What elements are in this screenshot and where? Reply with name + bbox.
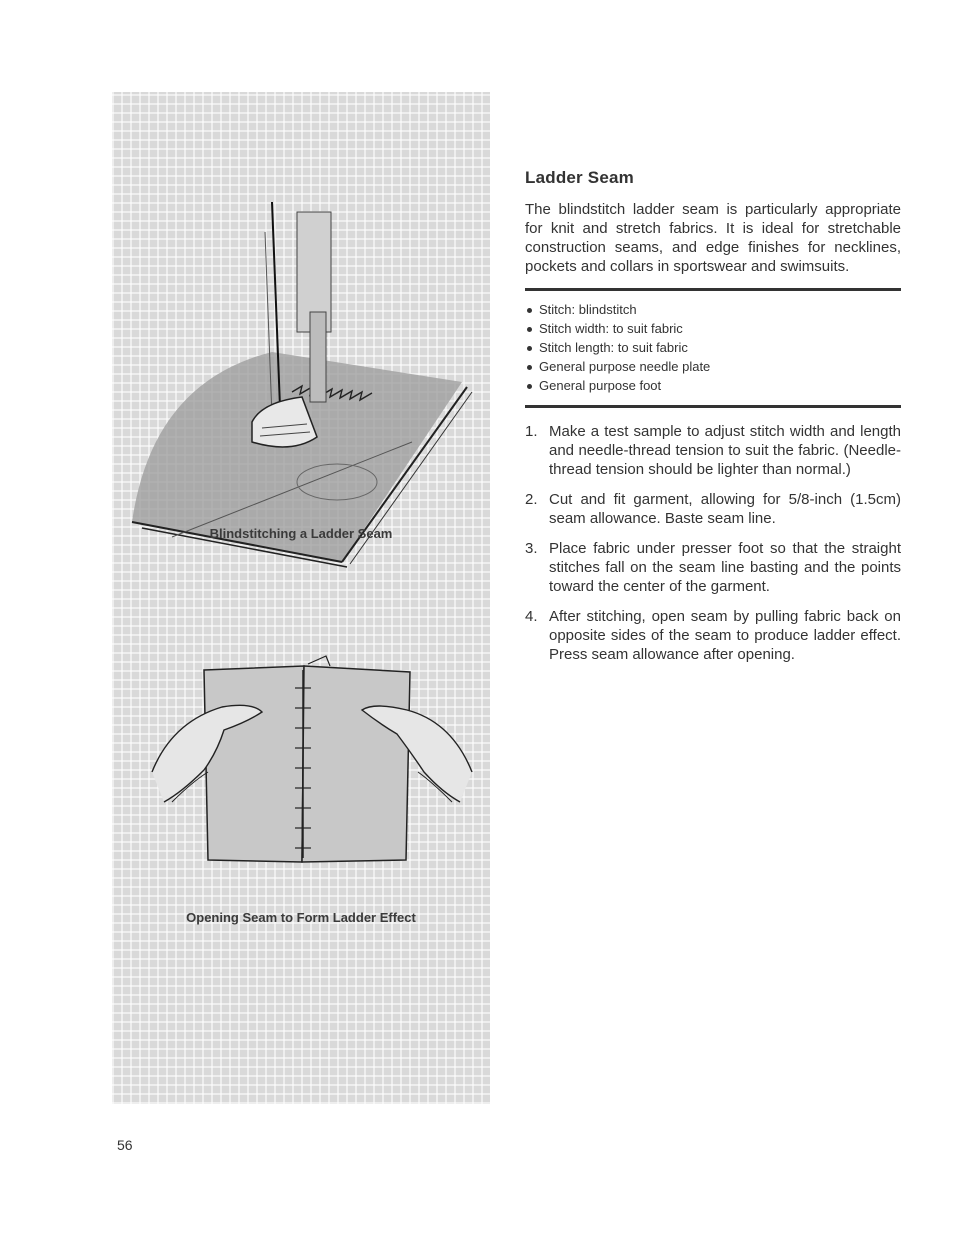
step-item [525,607,901,664]
step-text: Make a test sample to adjust stitch width and length and needle-thread tension to suit the fabric. (Needle-thread tension should be lighter than normal.) [549,423,901,478]
step-number: 4. [525,608,538,625]
step-item [525,422,901,479]
settings-item: Stitch width: to suit fabric [525,319,901,338]
settings-item: Stitch length: to suit fabric [525,338,901,357]
step-text: Cut and fit garment, allowing for 5/8-inch (1.5cm) seam allowance. Baste seam line. [549,491,901,527]
settings-item: General purpose foot [525,376,901,395]
section-intro: The blindstitch ladder seam is particularly appropriate for knit and stretch fabrics. It is ideal for stretchable construction seams, and edge finishes for necklines, pockets and collars in sportswear and swimsuits. [525,201,901,275]
instruction-column [525,168,901,675]
steps-list [525,422,901,664]
step-item [525,539,901,596]
step-text: After stitching, open seam by pulling fabric back on opposite sides of the seam to produce ladder effect. Press seam allowance after opening. [549,608,901,663]
divider-bottom [525,405,901,408]
step-item [525,490,901,528]
step-number: 2. [525,491,538,508]
hands-opening-seam-icon [112,652,490,912]
illustration-caption-bottom: Opening Seam to Form Ladder Effect [186,910,416,925]
section-title: Ladder Seam [525,168,634,187]
sewing-machine-foot-icon [112,192,490,582]
page-number: 56 [117,1137,133,1153]
step-text: Place fabric under presser foot so that the straight stitches fall on the seam line basting and the points toward the center of the garment. [549,540,901,595]
illustration-panel [112,92,490,1104]
step-number: 1. [525,423,538,440]
settings-list [525,300,901,395]
settings-item: Stitch: blindstitch [525,300,901,319]
divider-top [525,288,901,291]
illustration-caption-top: Blindstitching a Ladder Seam [209,526,393,541]
settings-item: General purpose needle plate [525,357,901,376]
step-number: 3. [525,540,538,557]
